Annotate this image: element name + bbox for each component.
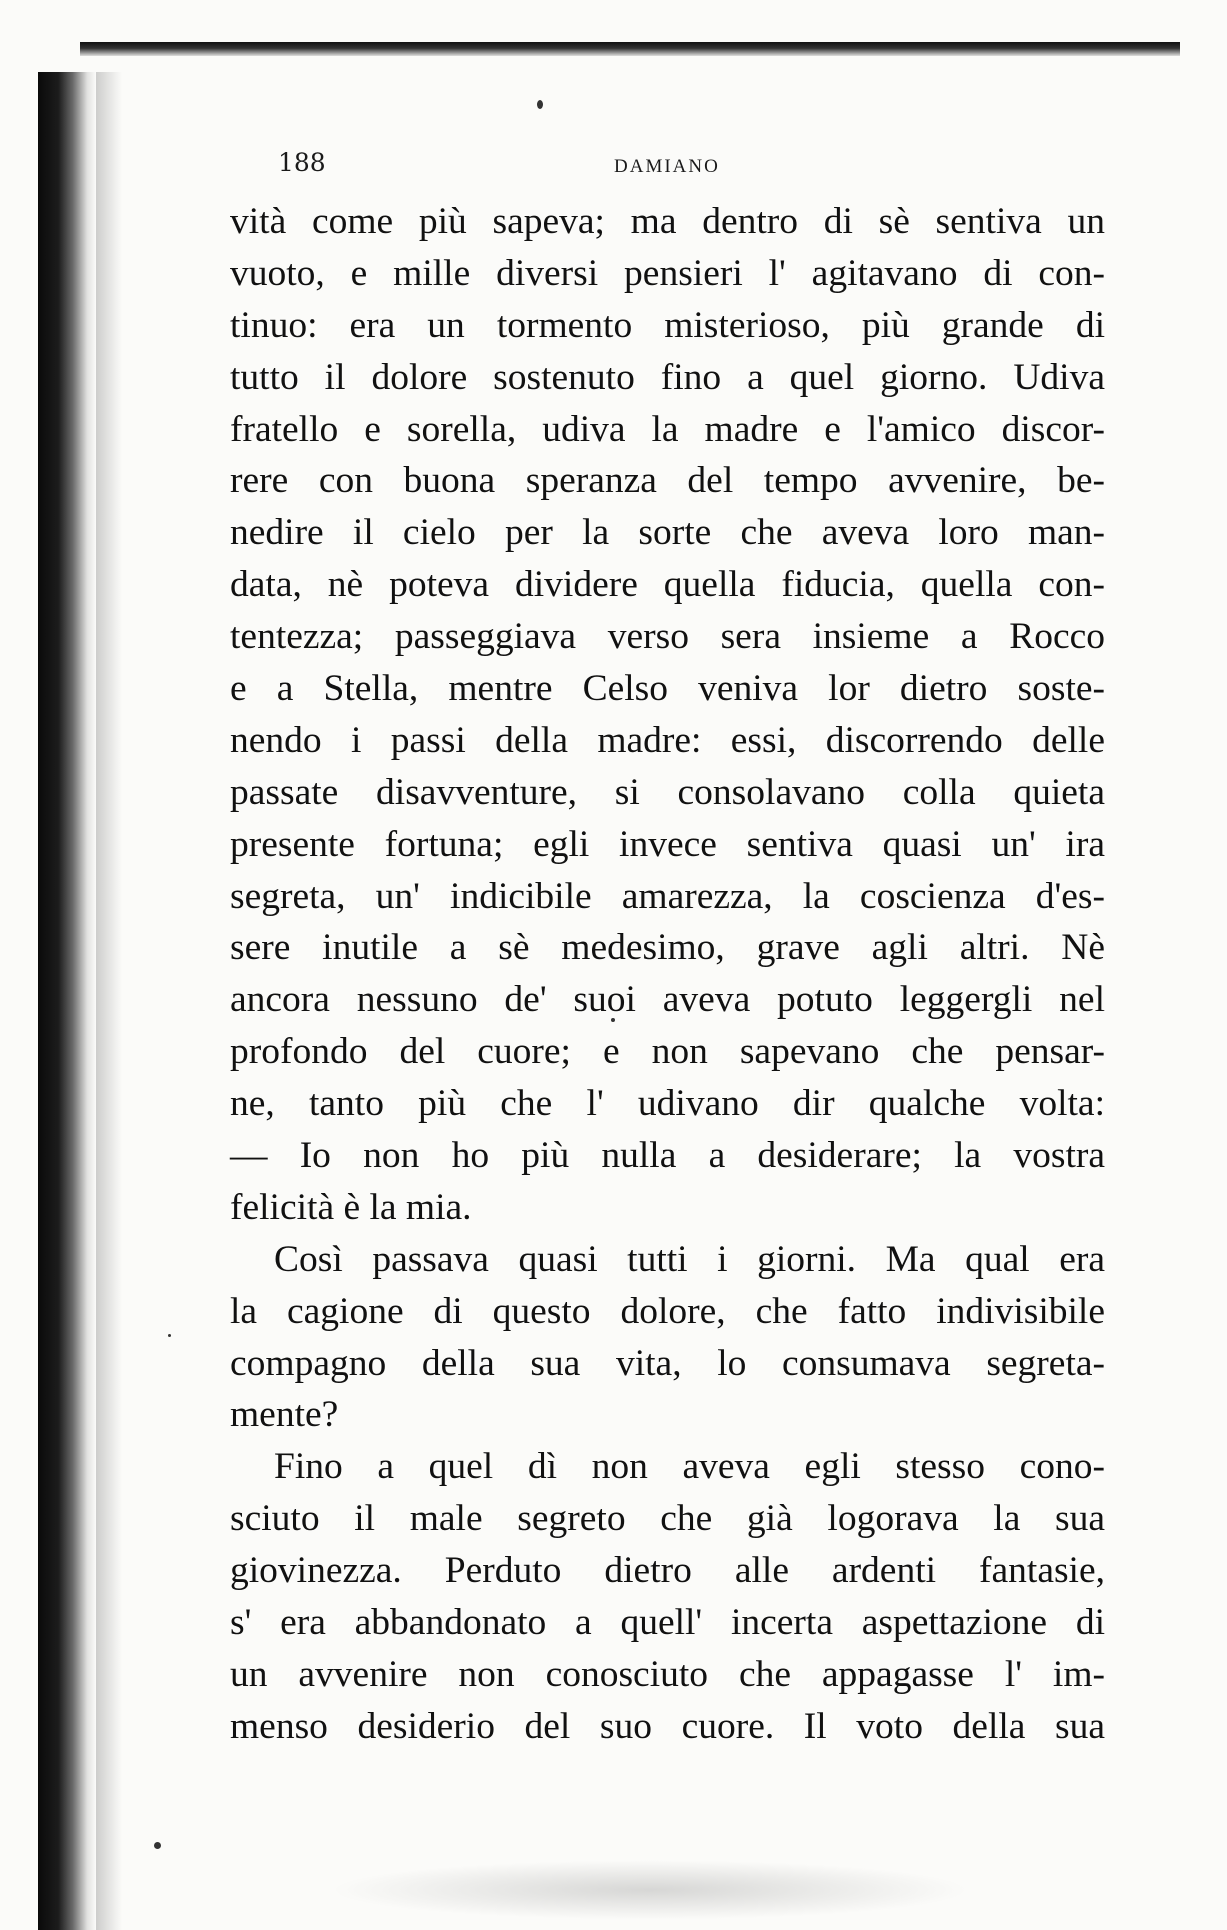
scan-top-border — [80, 42, 1180, 56]
text-line: vità come più sapeva; ma dentro di sè sentiva un — [230, 201, 1105, 242]
page-number: 188 — [278, 148, 326, 177]
text-line: profondo del cuore; e non sapevano che pensar- — [230, 1031, 1105, 1073]
text-line: e a Stella, mentre Celso veniva lor dietro soste- — [230, 668, 1105, 710]
text-line: la cagione di questo dolore, che fatto indivisibile — [230, 1290, 1105, 1332]
text-line: un avvenire non conosciuto che appagasse l' im- — [230, 1653, 1105, 1695]
page-header — [230, 148, 1110, 188]
scan-bottom-smudge — [330, 1860, 970, 1920]
text-line: s' era abbandonato a quell' incerta aspettazione di — [230, 1602, 1105, 1644]
text-line: rere con buona speranza del tempo avvenire, be- — [230, 460, 1105, 502]
paragraph-end-line: felicità è la mia. — [230, 1186, 472, 1228]
text-line: data, nè poteva dividere quella fiducia, quella con- — [230, 564, 1105, 606]
text-line: tutto il dolore sostenuto fino a quel giorno. Udiva — [230, 356, 1105, 398]
text-line: presente fortuna; egli invece sentiva quasi un' ira — [230, 823, 1105, 865]
text-line: menso desiderio del suo cuore. Il voto della sua — [230, 1705, 1105, 1747]
ink-speck — [537, 100, 543, 109]
body-text — [230, 196, 1105, 1753]
running-head: DAMIANO — [614, 156, 720, 177]
scan-left-border — [38, 72, 96, 1930]
text-line: tinuo: era un tormento misterioso, più grande di — [230, 304, 1105, 346]
text-line: compagno della sua vita, lo consumava segreta- — [230, 1342, 1105, 1384]
text-line: nendo i passi della madre: essi, discorrendo delle — [230, 719, 1105, 761]
text-line: sciuto il male segreto che già logorava la sua — [230, 1498, 1105, 1540]
text-line: vuoto, e mille diversi pensieri l' agitavano di con- — [230, 252, 1105, 294]
text-line: ne, tanto più che l' udivano dir qualche volta: — [230, 1083, 1105, 1125]
scan-left-shadow — [96, 72, 122, 1930]
text-line: giovinezza. Perduto dietro alle ardenti fantasie, — [230, 1550, 1105, 1592]
text-line: passate disavventure, si consolavano colla quieta — [230, 771, 1105, 813]
text-line: fratello e sorella, udiva la madre e l'amico discor- — [230, 408, 1105, 450]
text-line: segreta, un' indicibile amarezza, la coscienza d'es- — [230, 875, 1105, 917]
text-line: nedire il cielo per la sorte che aveva loro man- — [230, 512, 1105, 554]
paragraph-start-line: Così passava quasi tutti i giorni. Ma qual era — [274, 1238, 1105, 1280]
text-line: sere inutile a sè medesimo, grave agli altri. Nè — [230, 927, 1105, 969]
paragraph-start-line: Fino a quel dì non aveva egli stesso cono- — [274, 1446, 1105, 1488]
text-line: — Io non ho più nulla a desiderare; la vostra — [230, 1135, 1105, 1177]
ink-speck — [168, 1334, 171, 1337]
text-line: tentezza; passeggiava verso sera insieme a Rocco — [230, 616, 1105, 658]
paragraph-end-line: mente? — [230, 1394, 339, 1436]
ink-speck — [154, 1842, 161, 1849]
text-line: ancora nessuno de' suoi aveva potuto leggergli nel — [230, 979, 1105, 1021]
